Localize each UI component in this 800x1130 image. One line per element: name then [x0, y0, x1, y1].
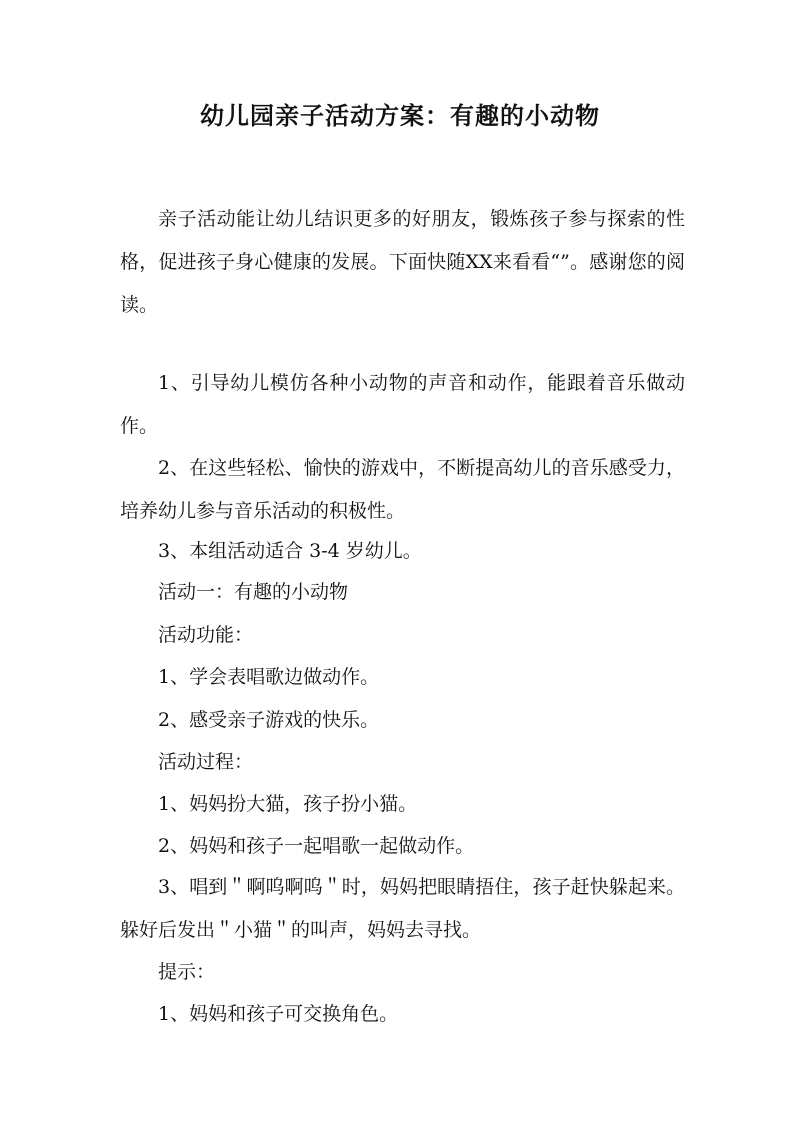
document-title: 幼儿园亲子活动方案：有趣的小动物: [200, 101, 600, 130]
tips-heading: 提示：: [158, 961, 216, 983]
function-heading: 活动功能：: [158, 624, 254, 646]
process-item-3: 3、唱到＂啊呜啊呜＂时，妈妈把眼睛捂住，孩子赶快躲起来。躲好后发出＂小猫＂的叫声，妈妈去寻找。: [120, 876, 685, 941]
process-heading: 活动过程：: [158, 751, 254, 773]
process-item-1: 1、妈妈扮大猫，孩子扮小猫。: [158, 793, 418, 815]
goal-item-1: 1、引导幼儿模仿各种小动物的声音和动作，能跟着音乐做动作。: [120, 372, 685, 437]
process-item-2: 2、妈妈和孩子一起唱歌一起做动作。: [158, 835, 475, 857]
function-item-1: 1、学会表唱歌边做动作。: [158, 666, 380, 688]
age-line: 3、本组活动适合 3-4 岁幼儿。: [158, 540, 422, 562]
intro-paragraph: 亲子活动能让幼儿结识更多的好朋友，锻炼孩子参与探索的性格，促进孩子身心健康的发展。下面快随XX来看看“”。感谢您的阅读。: [120, 208, 685, 316]
activity-title: 活动一：有趣的小动物: [158, 581, 349, 603]
goal-item-2: 2、在这些轻松、愉快的游戏中，不断提高幼儿的音乐感受力，培养幼儿参与音乐活动的积极性。: [120, 457, 685, 522]
tip-item-1: 1、妈妈和孩子可交换角色。: [158, 1003, 399, 1025]
function-item-2: 2、感受亲子游戏的快乐。: [158, 709, 380, 731]
